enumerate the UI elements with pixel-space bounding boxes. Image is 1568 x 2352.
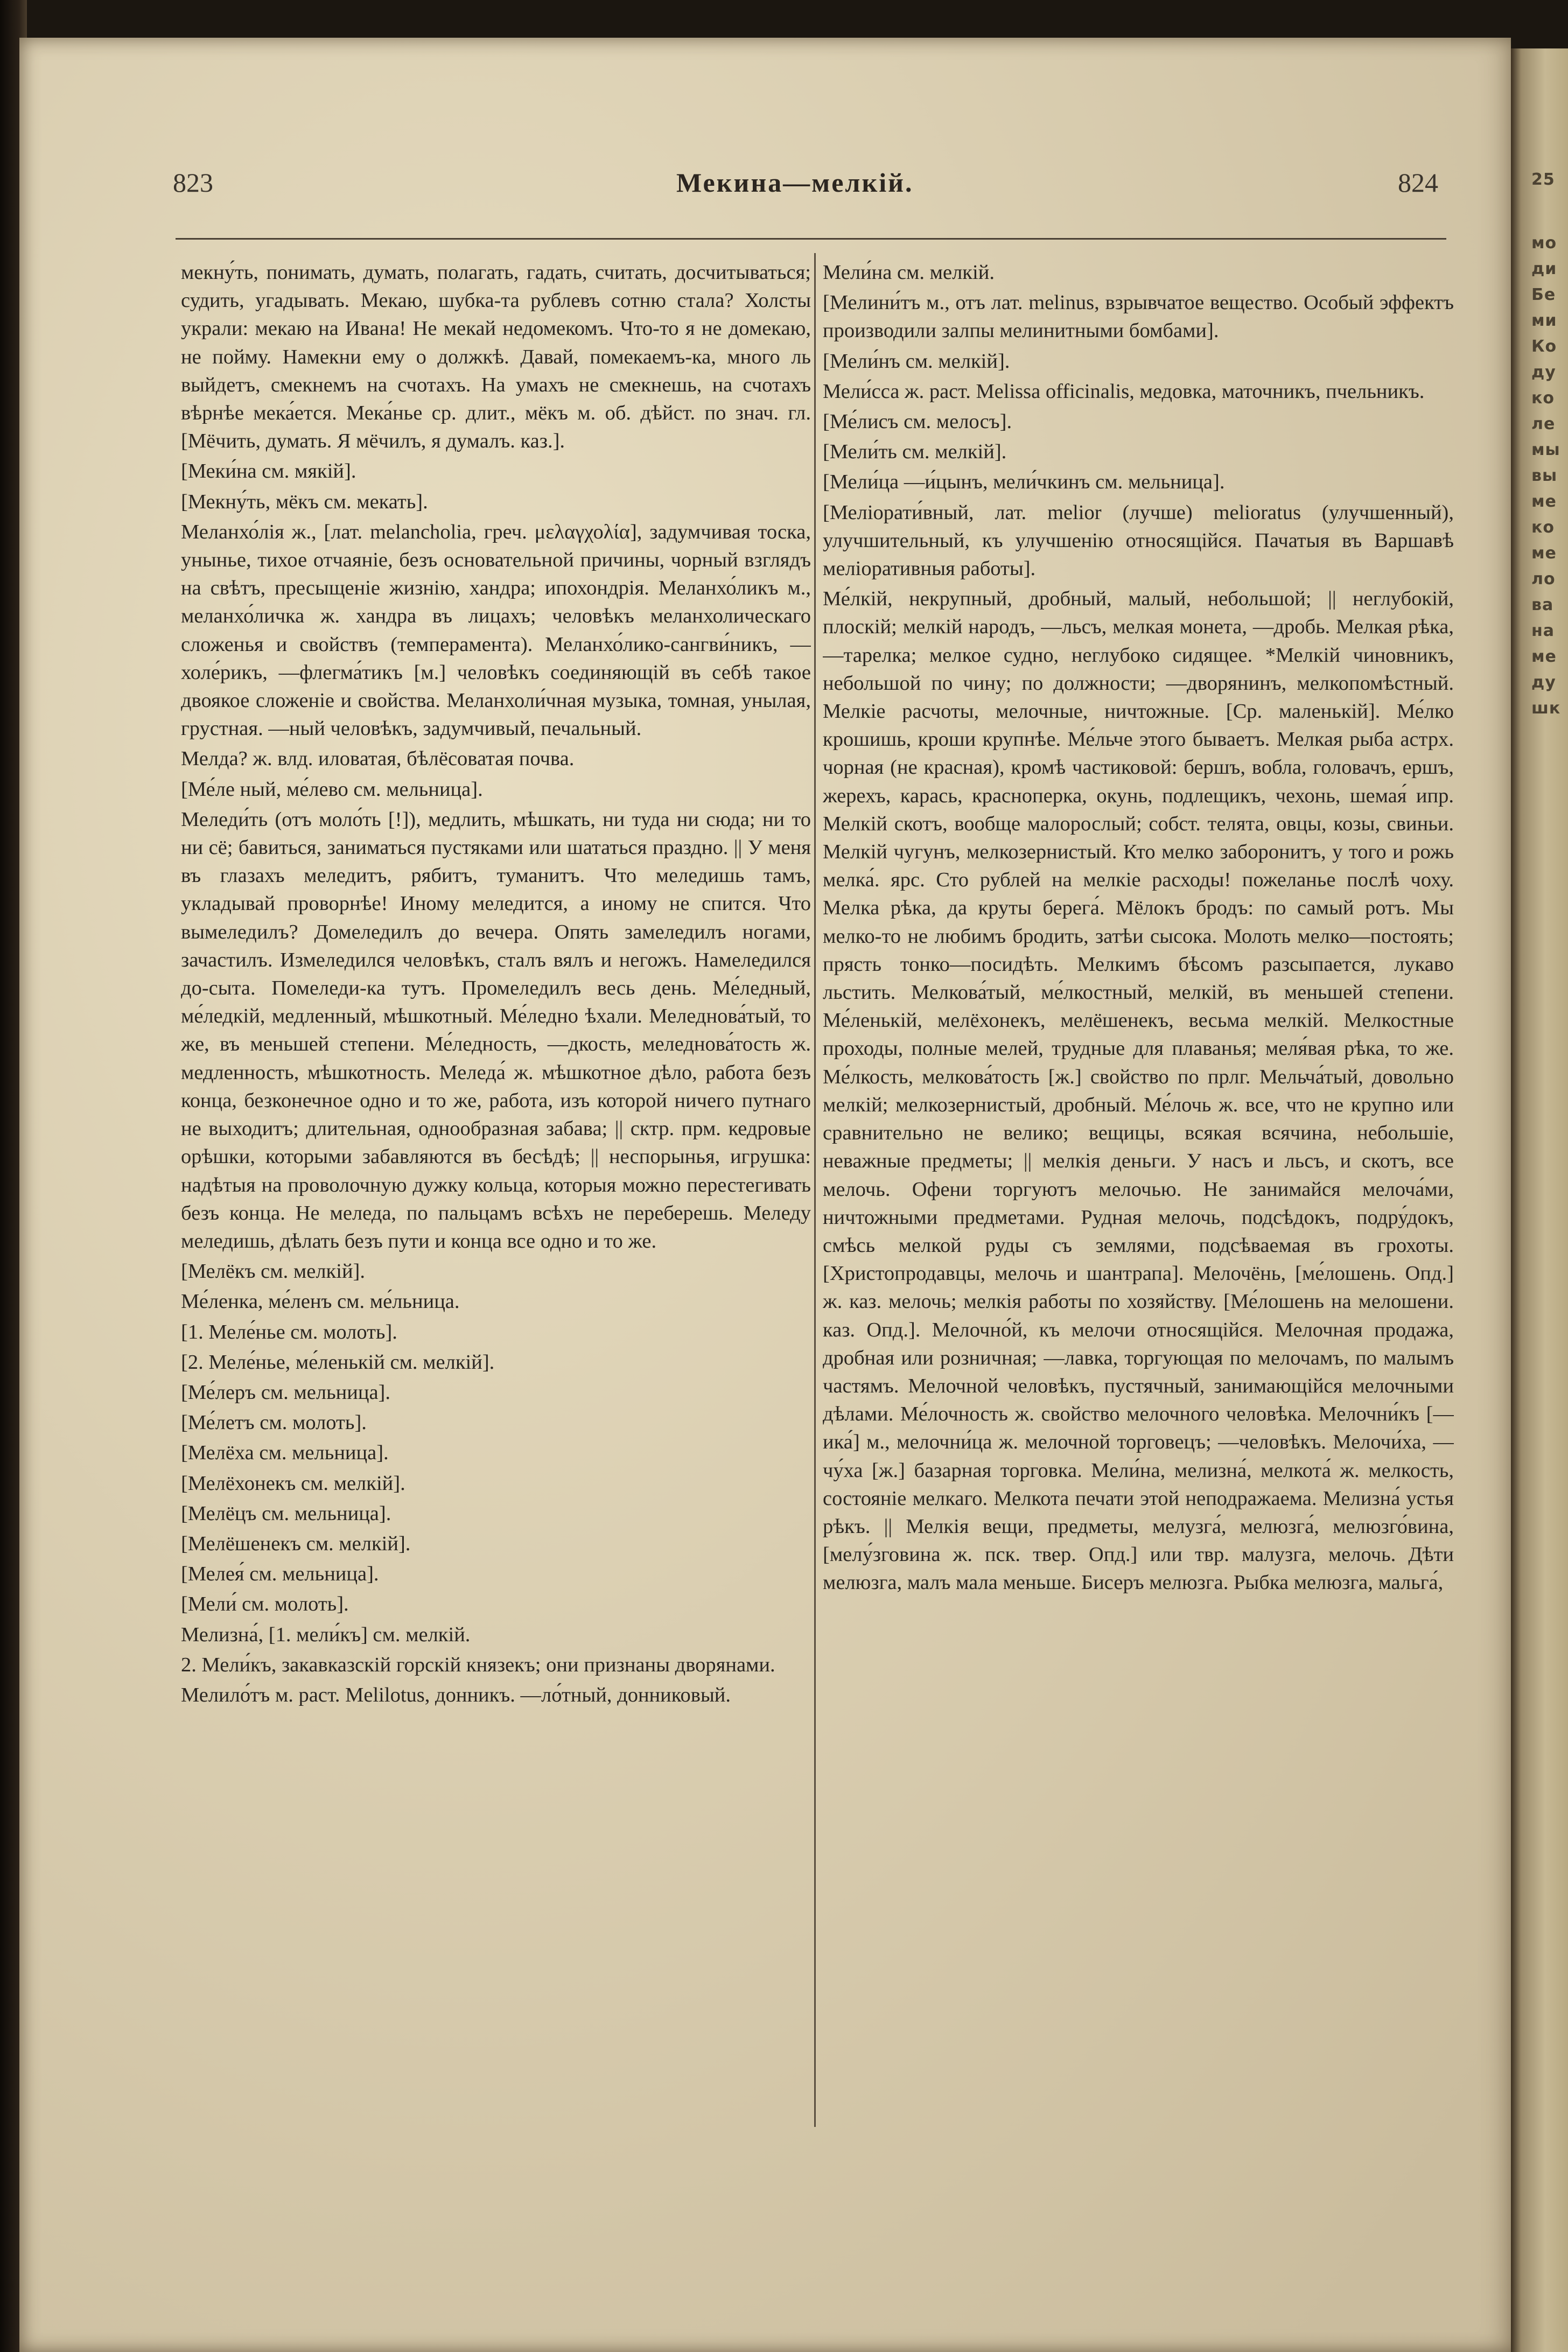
adjacent-page-fragment: ме: [1531, 492, 1557, 511]
adjacent-page-fragment: ко: [1531, 389, 1555, 408]
entry-meledit: Меледи́ть (отъ моло́ть [!]), медлить, мѣшкать, ни туда ни сюда; ни то ни сё; бавиться, заниматься пустяками или шататься праздно. || У меня въ глазахъ меледитъ, рябитъ, туманитъ. Что меледишь тамъ, укладывай проворнѣе! Иному меледится, а иному не спится. Что вымеледилъ? Домеледилъ до вечера. Опять замеледилъ ногами, зачастилъ. Измеледился человѣкъ, сталъ вялъ и негожъ. Намеледился до-сыта. Помеледи-ка тутъ. Промеледилъ весь день. Ме́ледный, ме́ледкій, медленный, мѣшкотный. Ме́ледно ѣхали. Меледнова́тый, то же, въ меньшей степени. Ме́ледность, —дкость, меледнова́тость ж. медленность, мѣшкотность. Меледа́ ж. мѣшкотное дѣло, работа безъ конца, безконечное одно и то же, работа, изъ которой ничего путнаго не выходитъ; длительная, однообразная забава; || сктр. прм. кедровые орѣшки, которыми забавляются въ бесѣдѣ; || неспорынья, игрушка: надѣтыя на проволочную дужку кольца, которыя можно перестегивать безъ конца. Не меледа, по пальцамъ всѣхъ не переберешь. Меледу меледишь, дѣлать безъ пути и конца все одно и то же.: [181, 808, 811, 1252]
page-number-right: 824: [1398, 167, 1438, 198]
adjacent-page-text: [1531, 167, 1564, 722]
entry-melenka: Ме́ленка, ме́ленъ см. ме́льница.: [181, 1290, 460, 1313]
entry-melancholia: Меланхо́лія ж., [лат. melancholia, греч. μελαγχολία], задумчивая тоска, унынье, тихое отчаяніе, безъ основательной причины, чорный взглядъ на свѣтъ, пресыщеніе жизнію, хандра; ипохондрія. Меланхо́ликъ м., меланхо́личка ж. хандра въ лицахъ; человѣкъ меланхолическаго сложенья и свойствъ (темперамента). Меланхо́лико-сангви́никъ, —холе́рикъ, —флегма́тикъ [м.] человѣкъ соединяющій въ себѣ такое двоякое сложеніе и свойства. Меланхоли́чная музыка, томная, унылая, грустная. —ный человѣкъ, задумчивый, печальный.: [181, 520, 811, 740]
entry-meler: [Ме́леръ см. мельница].: [181, 1381, 390, 1404]
right-column: [823, 258, 1454, 2165]
adjacent-page-fragment: Бе: [1531, 285, 1556, 304]
adjacent-page-fragment: ле: [1531, 415, 1556, 433]
entry-meleny: [Ме́ле ный, ме́лево см. мельница].: [181, 778, 483, 801]
entry-mekat-continuation: мекну́ть, понимать, думать, полагать, гадать, считать, досчитываться; судить, угадывать. Мекаю, шубка-та рублевъ сотню стала? Холсты украли: мекаю на Ивана! Не мекай недомекомъ. Что-то я не домекаю, не пойму. Намекни ему о должкѣ. Давай, помекаемъ-ка, много ль выйдетъ, смекнемъ на счотахъ. На умахъ не смекнешь, на счотахъ вѣрнѣе мека́ется. Мека́нье ср. длит., мёкъ м. об. дѣйст. по знач. гл. [Мёчить, думать. Я мёчилъ, я думалъ. каз.].: [181, 261, 811, 453]
entry-melin: [Мели́нъ см. мелкій].: [823, 349, 1010, 373]
column-divider: [814, 253, 816, 2127]
adjacent-page-edge: [1511, 48, 1568, 2352]
adjacent-page-fragment: вы: [1531, 466, 1558, 485]
entry-melekhonek: [Мелёхонекъ см. мелкій].: [181, 1472, 405, 1495]
adjacent-page-fragment: ди: [1531, 260, 1557, 278]
adjacent-page-fragment: ло: [1531, 570, 1556, 589]
left-column: [181, 258, 811, 2165]
entry-melit: [Мели́ть см. мелкій].: [823, 440, 1007, 464]
adjacent-page-fragment: ме: [1531, 544, 1557, 563]
adjacent-page-fragment: 25: [1531, 170, 1555, 189]
entry-melet: [Ме́летъ см. молоть].: [181, 1411, 367, 1434]
adjacent-page-fragment: Ко: [1531, 337, 1557, 356]
entry-meli: [Мели́ см. молоть].: [181, 1593, 349, 1616]
entry-melets: [Мелёцъ см. мельница].: [181, 1502, 391, 1525]
running-title: Мекина—мелкій.: [676, 167, 914, 198]
adjacent-page-fragment: ва: [1531, 596, 1554, 614]
entry-meleya: [Мелея́ см. мельница].: [181, 1563, 379, 1586]
entry-melis: [Ме́лисъ см. мелосъ].: [823, 410, 1012, 433]
entry-melizna: Мелизна́, [1. мели́къ] см. мелкій.: [181, 1623, 471, 1646]
entry-melkiy: Ме́лкій, некрупный, дробный, малый, небольшой; || неглубокій, плоскій; мелкій народъ, —льсъ, мелкая монета, —дробь. Мелкая рѣка, —тарелка; мелкое судно, неглубоко сидящее. *Мелкій чиновникъ, небольшой по чину; по должности; —дворянинъ, мелкопомѣстный. Мелкіе расчоты, мелочные, ничтожные. [Ср. маленькій]. Ме́лко крошишь, кроши крупнѣе. Ме́льче этого бываетъ. Мелкая рыба астрх. чорная (не красная), кромѣ частиковой: бершъ, вобла, головачъ, ершъ, жерехъ, карась, красноперка, окунь, подлещикъ, чехонь, шемая́ ипр. Мелкій скотъ, вообще малорослый; собст. телята, овцы, козы, свиньи. Мелкій чугунъ, мелкозернистый. Кто мелко заборонитъ, у того и рожь мелка́. ярс. Сто рублей на мелкіе расходы! пожеланье послѣ чоху. Мелка рѣка, да круты берега́. Мёлокъ бродъ: по самый ротъ. Мы мелко-то не любимъ бродить, затѣи сысока. Молоть мелко—постоять; прясть тонко—посидѣть. Мелкимъ бѣсомъ разсыпается, лукаво льстить. Мелкова́тый, ме́лкостный, мелкій, въ меньшей степени. Ме́ленькій, мелёхонекъ, мелёшенекъ, весьма мелкій. Мелкостные проходы, полные мелей, трудные для плаванья; меля́вая рѣка, то же. Ме́лкость, мелкова́тость [ж.] свойство по прлг. Мельча́тый, довольно мелкій; мелкозернистый, дробный. Ме́лочь ж. все, что не крупно или сравнительно не велико; вещицы, всякая всячина, небольшіе, неважные предметы; || мелкія деньги. У насъ и льсъ, и скотъ, все мелочь. Офени торгуютъ мелочью. Не занимайся мелоча́ми, ничтожными предметами. Рудная мелочь, подсѣдокъ, подру́докъ, смѣсь мелкой руды съ землями, подсѣваемая въ грохоты. [Христопродавцы, мелочь и шантрапа]. Мелочёнь, [ме́лошень. Опд.] ж. каз. мелочь; мелкія работы по хозяйству. [Ме́лошень на мелошени. каз. Опд.]. Мелочно́й, къ мелочи относящійся. Мелочная продажа, дробная или розничная; —лавка, торгующая по мелочамъ, по малымъ частямъ. Мелочной человѣкъ, пустячный, занимающійся мелочными дѣлами. Ме́лочность ж. свойство мелочного человѣка. Мелочни́къ [—ика́] м., мелочни́ца ж. мелочной торговецъ; —человѣкъ. Мелочи́ха, —чу́ха [ж.] базарная торговка. Мели́на, мелизна́, мелкота́ ж. мелкость, состояніе мелкаго. Мелкота печати этой неподражаема. Мелизна́ устья рѣкъ. || Мелкія вещи, предметы, мелузга́, мелюзга́, мелюзго́вина, [мелу́зговина ж. пск. твер. Опд.] или твр. малузга, мелочь. Дѣти мелюзга, малъ мала меньше. Бисеръ мелюзга. Рыбка мелюзга, мальга́,: [823, 587, 1454, 1594]
entry-meknut: [Мекну́ть, мёкъ см. мекать].: [181, 490, 428, 513]
adjacent-page-fragment: ду: [1531, 363, 1556, 382]
adjacent-page-fragment: мо: [1531, 234, 1557, 253]
entry-meleshenek: [Мелёшенекъ см. мелкій].: [181, 1532, 411, 1555]
entry-meliorativny: [Меліорати́вный, лат. melior (лучше) melioratus (улучшенный), улучшительный, къ улучшенію относящійся. Пачатыя въ Варшавѣ меліоративныя работы].: [823, 501, 1454, 580]
entry-melenie-1: [1. Меле́нье см. молоть].: [181, 1320, 397, 1343]
entry-melinit: [Мелини́тъ м., отъ лат. melinus, взрывчатое вещество. Особый эффектъ производили залпы мелинитными бомбами].: [823, 291, 1454, 342]
entry-melek: [Мелёкъ см. мелкій].: [181, 1260, 365, 1283]
header-rule: [176, 238, 1446, 240]
adjacent-page-fragment: ду: [1531, 673, 1556, 692]
adjacent-page-fragment: ме: [1531, 647, 1557, 666]
entry-mekina: [Меки́на см. мякій].: [181, 460, 356, 483]
adjacent-page-fragment: мы: [1531, 440, 1560, 459]
adjacent-page-fragment: шк: [1531, 699, 1561, 718]
adjacent-page-fragment: ко: [1531, 518, 1555, 537]
adjacent-page-fragment: ми: [1531, 311, 1557, 330]
entry-melina: Мели́на см. мелкій.: [823, 261, 995, 284]
page-number-left: 823: [173, 167, 213, 198]
entry-melilot: Мелило́тъ м. раст. Melilotus, донникъ. —ло́тный, донниковый.: [181, 1683, 731, 1706]
entry-melik: 2. Мели́къ, закавказскій горскій князекъ; они признаны дворянами.: [181, 1653, 775, 1676]
entry-melenie-2: [2. Меле́нье, ме́ленькій см. мелкій].: [181, 1350, 495, 1374]
dictionary-page: [19, 38, 1511, 2352]
entry-melda: Мелда? ж. влд. иловатая, бѣлёсоватая почва.: [181, 747, 575, 771]
entry-melissa: Мели́сса ж. раст. Melissa officinalis, медовка, маточникъ, пчельникъ.: [823, 380, 1425, 403]
entry-melitsa: [Мели́ца —и́цынъ, мели́чкинъ см. мельница].: [823, 471, 1225, 494]
entry-melekha: [Мелёха см. мельница].: [181, 1441, 389, 1465]
page-header: [19, 167, 1511, 226]
adjacent-page-fragment: на: [1531, 621, 1555, 640]
